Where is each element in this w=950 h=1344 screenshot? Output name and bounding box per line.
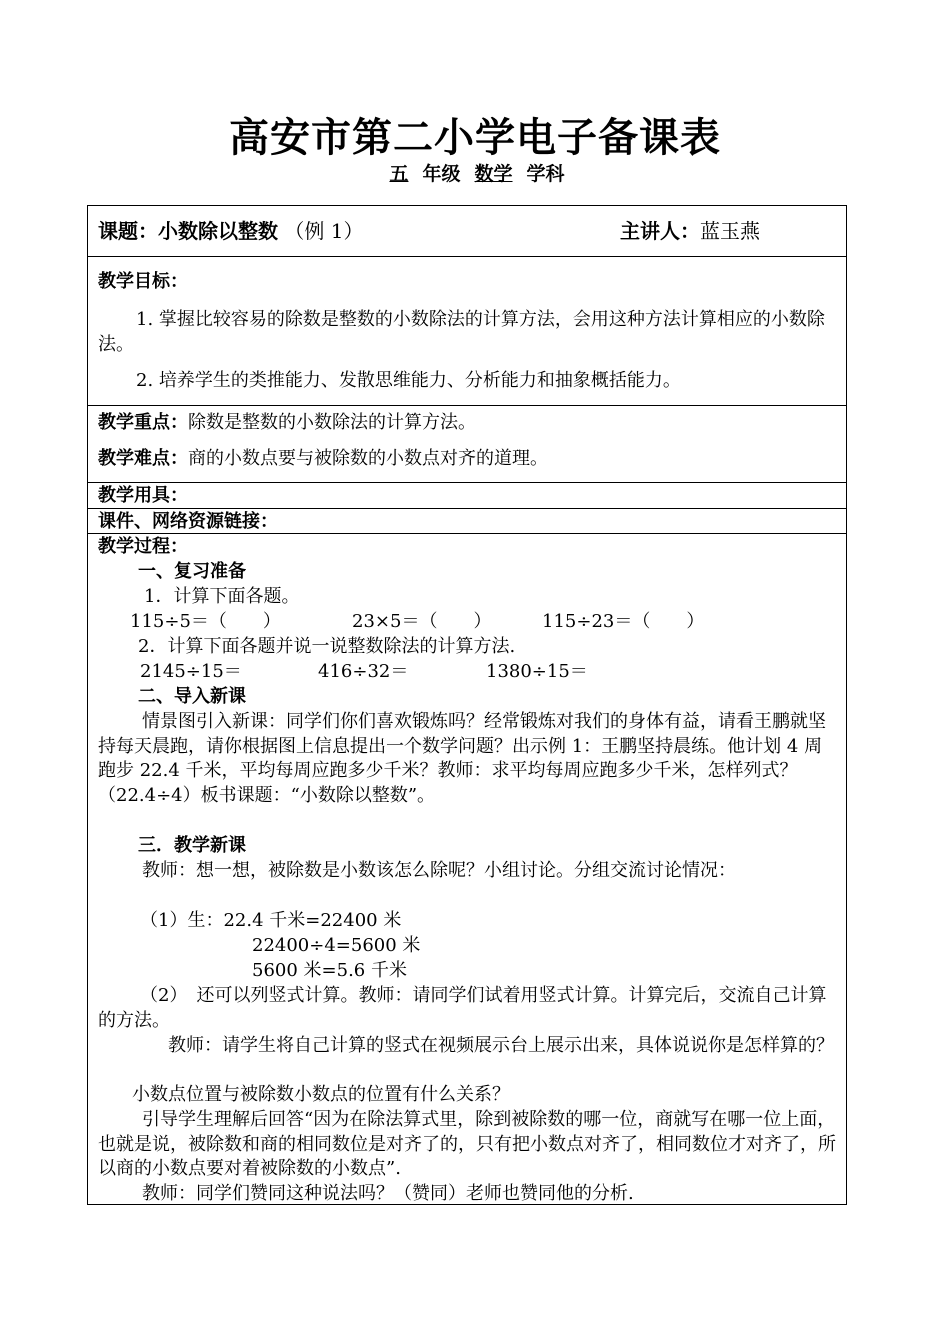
page-subtitle	[0, 159, 950, 186]
topic-title: 小数除以整数	[158, 219, 278, 243]
calc-line-2: 22400÷4=5600 米	[252, 935, 421, 956]
intro-paragraph: 情景图引入新课：同学们你们喜欢锻炼吗？经常锻炼对我们的身体有益，请看王鹏就坚持每天晨跑，请你根据图上信息提出一个数学问题？出示例 1：王鹏坚持晨练。他计划 4 周跑步 22.4 千米，平均每周应跑多少千米？教师：求平均每周应跑多少千米，怎样列式？（22.4÷4）板书课题：“小数除以整数”。	[98, 711, 826, 806]
grade-label: 年级	[422, 163, 461, 185]
key-point	[98, 411, 476, 435]
topic-note: （例 1）	[284, 219, 364, 243]
exercise-1c: 115÷23＝（ ）	[542, 611, 705, 632]
topic-label: 课题：	[98, 219, 158, 243]
speaker-line	[620, 219, 760, 243]
new-lesson-paragraph-4: 引导学生理解后回答“因为在除法算式里，除到被除数的哪一位，商就写在哪一位上面，也就是说，被除数和商的相同数位是对齐了的，只有把小数点对齐了，相同数位才对齐了，所以商的小数点要对着被除数的小数点”.	[98, 1109, 836, 1179]
exercise-2a: 2145÷15＝	[140, 661, 242, 682]
new-lesson-paragraph-5: 教师：同学们赞同这种说法吗？（赞同）老师也赞同他的分析.	[142, 1183, 634, 1204]
grade-value: 五	[389, 163, 409, 185]
exercise-2b: 416÷32＝	[318, 661, 409, 682]
lesson-table	[87, 205, 847, 1205]
resources-section	[88, 509, 846, 534]
resources-label: 课件、网络资源链接：	[98, 511, 278, 532]
exercise-2c: 1380÷15＝	[486, 661, 588, 682]
process-label: 教学过程：	[98, 536, 188, 557]
process-section	[88, 534, 846, 1206]
new-lesson-question: 小数点位置与被除数小数点的位置有什么关系？	[132, 1084, 510, 1105]
speaker-name: 蓝玉燕	[700, 219, 760, 243]
goals-section	[88, 257, 846, 406]
subject-value: 数学	[474, 163, 513, 185]
speaker-label: 主讲人：	[620, 219, 700, 243]
key-label: 教学重点：	[98, 412, 188, 433]
new-lesson-paragraph-2: （2） 还可以列竖式计算。教师：请同学们试着用竖式计算。计算完后，交流自己计算的方法。	[98, 985, 827, 1031]
goal-item-2: 2. 培养学生的类推能力、发散思维能力、分析能力和抽象概括能力。	[136, 370, 681, 391]
review-question-1: 1．计算下面各题。	[144, 586, 300, 607]
calc-line-1: （1）生：22.4 千米=22400 米	[140, 910, 402, 931]
exercise-1a: 115÷5＝（ ）	[130, 611, 281, 632]
review-heading: 一、复习准备	[138, 561, 246, 582]
key-section	[88, 406, 846, 483]
review-question-2: 2．计算下面各题并说一说整数除法的计算方法.	[138, 636, 516, 657]
difficulty-label: 教学难点：	[98, 448, 188, 469]
subject-label: 学科	[526, 163, 565, 185]
key-text: 除数是整数的小数除法的计算方法。	[188, 412, 476, 433]
difficulty-point	[98, 447, 548, 471]
page-title: 高安市第二小学电子备课表	[229, 115, 721, 161]
new-lesson-heading: 三．教学新课	[138, 835, 246, 856]
calc-line-3: 5600 米=5.6 千米	[252, 960, 407, 981]
exercise-1b: 23×5＝（ ）	[352, 611, 492, 632]
tools-section	[88, 483, 846, 509]
goal-item-1: 1. 掌握比较容易的除数是整数的小数除法的计算方法，会用这种方法计算相应的小数除法。	[98, 309, 825, 355]
header-section	[88, 206, 846, 257]
topic-line	[98, 219, 363, 243]
new-lesson-paragraph-1: 教师：想一想，被除数是小数该怎么除呢？小组讨论。分组交流讨论情况：	[142, 860, 736, 881]
tools-label: 教学用具：	[98, 485, 188, 506]
new-lesson-paragraph-3: 教师：请学生将自己计算的竖式在视频展示台上展示出来，具体说说你是怎样算的？	[168, 1035, 834, 1056]
intro-heading: 二、导入新课	[138, 686, 246, 707]
goals-label: 教学目标：	[98, 271, 188, 292]
difficulty-text: 商的小数点要与被除数的小数点对齐的道理。	[188, 448, 548, 469]
